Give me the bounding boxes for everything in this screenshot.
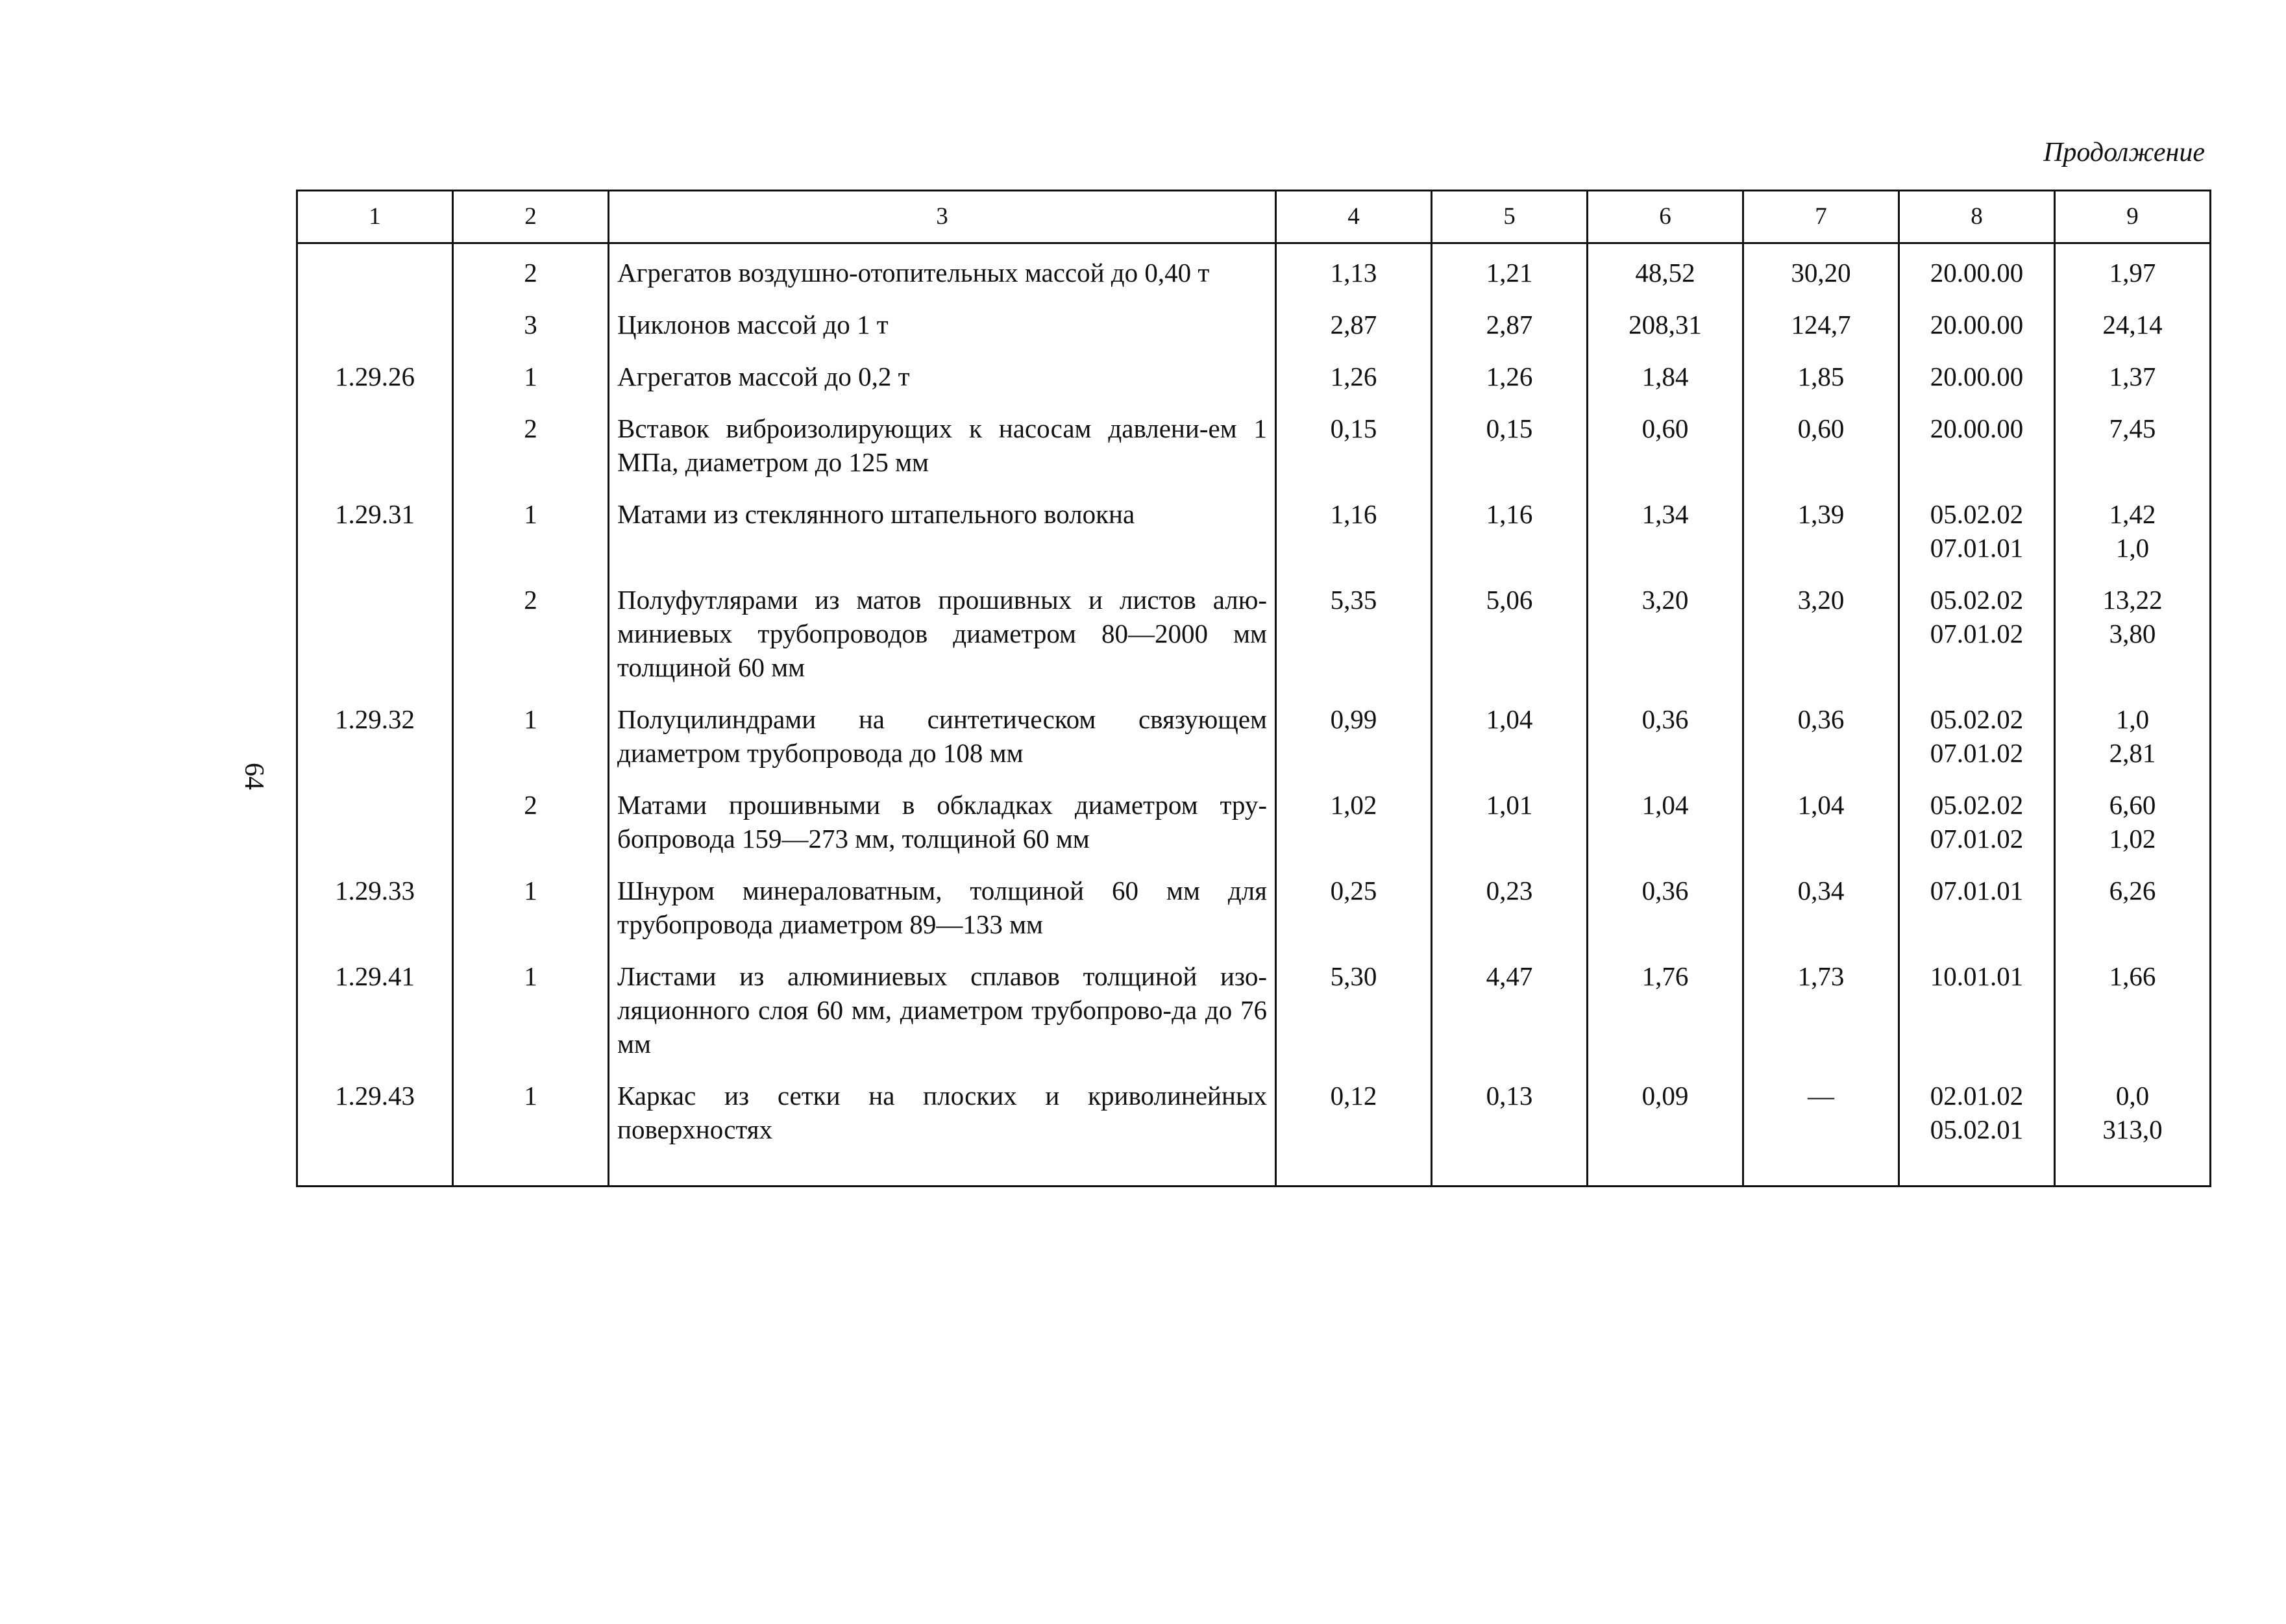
table-row <box>297 400 2211 486</box>
cell-line: 20.00.00 <box>1930 362 2024 391</box>
row-number: 1 <box>453 348 609 400</box>
cell-line: 6,26 <box>2109 876 2156 905</box>
value-col-8 <box>1899 776 2055 862</box>
value-col-5: 1,16 <box>1432 486 1588 571</box>
value-col-7: 0,34 <box>1743 862 1899 948</box>
table-row <box>297 243 2211 297</box>
value-col-4: 1,02 <box>1276 776 1432 862</box>
value-col-4: 0,15 <box>1276 400 1432 486</box>
value-col-4: 0,12 <box>1276 1067 1432 1187</box>
value-col-5: 1,01 <box>1432 776 1588 862</box>
value-col-8 <box>1899 1067 2055 1187</box>
row-name: Агрегатов воздушно-отопительных массой до 0,40 т <box>609 243 1276 297</box>
cell-line: 1,37 <box>2109 362 2156 391</box>
value-col-8 <box>1899 296 2055 348</box>
cell-line: 05.02.02 <box>1930 790 2024 820</box>
row-code: 1.29.33 <box>297 862 453 948</box>
value-col-4: 0,25 <box>1276 862 1432 948</box>
row-number: 2 <box>453 243 609 297</box>
row-code: 1.29.41 <box>297 948 453 1067</box>
cell-line: 05.02.02 <box>1930 585 2024 615</box>
row-name: Матами прошивными в обкладках диаметром тру-бопровода 159—273 мм, толщиной 60 мм <box>609 776 1276 862</box>
row-code <box>297 243 453 297</box>
cell-line: 20.00.00 <box>1930 310 2024 339</box>
cell-line: 1,42 <box>2109 499 2156 529</box>
value-col-9 <box>2055 691 2211 776</box>
value-col-8 <box>1899 348 2055 400</box>
value-col-4: 0,99 <box>1276 691 1432 776</box>
column-header: 4 <box>1276 191 1432 243</box>
value-col-4: 1,26 <box>1276 348 1432 400</box>
cell-line: 1,0 <box>2115 533 2150 563</box>
cell-line: 05.02.02 <box>1930 704 2024 734</box>
value-col-7: 1,73 <box>1743 948 1899 1067</box>
row-number: 1 <box>453 862 609 948</box>
value-col-9 <box>2055 400 2211 486</box>
table-row <box>297 776 2211 862</box>
cell-line: 1,66 <box>2109 961 2156 991</box>
cell-line: 07.01.02 <box>1930 824 2024 854</box>
row-name: Полуфутлярами из матов прошивных и листов алю-миниевых трубопроводов диаметром 80—2000 мм толщиной 60 мм <box>609 571 1276 691</box>
column-header: 7 <box>1743 191 1899 243</box>
value-col-5: 0,15 <box>1432 400 1588 486</box>
column-header: 9 <box>2055 191 2211 243</box>
cell-line: 1,02 <box>2109 824 2156 854</box>
table-row <box>297 571 2211 691</box>
value-col-8 <box>1899 400 2055 486</box>
row-code: 1.29.31 <box>297 486 453 571</box>
row-number: 2 <box>453 400 609 486</box>
value-col-5: 4,47 <box>1432 948 1588 1067</box>
value-col-8 <box>1899 486 2055 571</box>
value-col-5: 2,87 <box>1432 296 1588 348</box>
table-row <box>297 948 2211 1067</box>
value-col-7: 1,85 <box>1743 348 1899 400</box>
value-col-5: 5,06 <box>1432 571 1588 691</box>
value-col-9 <box>2055 571 2211 691</box>
row-code: 1.29.32 <box>297 691 453 776</box>
row-name: Агрегатов массой до 0,2 т <box>609 348 1276 400</box>
value-col-9 <box>2055 486 2211 571</box>
value-col-6: 1,04 <box>1588 776 1743 862</box>
table-row <box>297 486 2211 571</box>
cell-line: 6,60 <box>2109 790 2156 820</box>
value-col-4: 1,16 <box>1276 486 1432 571</box>
data-table <box>296 190 2211 1187</box>
table-row <box>297 862 2211 948</box>
value-col-4: 2,87 <box>1276 296 1432 348</box>
value-col-9 <box>2055 296 2211 348</box>
row-code <box>297 296 453 348</box>
value-col-7: 1,04 <box>1743 776 1899 862</box>
value-col-7: 0,36 <box>1743 691 1899 776</box>
cell-line: 07.01.02 <box>1930 738 2024 768</box>
value-col-6: 3,20 <box>1588 571 1743 691</box>
value-col-8 <box>1899 243 2055 297</box>
row-name: Листами из алюминиевых сплавов толщиной изо-ляционного слоя 60 мм, диаметром трубопрово-да до 76 мм <box>609 948 1276 1067</box>
table-body <box>297 243 2211 1187</box>
row-code: 1.29.26 <box>297 348 453 400</box>
cell-line: 07.01.01 <box>1930 876 2024 905</box>
cell-line: 313,0 <box>2102 1114 2163 1144</box>
row-code <box>297 776 453 862</box>
cell-line: 20.00.00 <box>1930 258 2024 288</box>
row-name: Полуцилиндрами на синтетическом связующем диаметром трубопровода до 108 мм <box>609 691 1276 776</box>
row-name: Каркас из сетки на плоских и криволинейных поверхностях <box>609 1067 1276 1187</box>
value-col-5: 0,23 <box>1432 862 1588 948</box>
cell-line: 05.02.02 <box>1930 499 2024 529</box>
cell-line: 10.01.01 <box>1930 961 2024 991</box>
row-name: Матами из стеклянного штапельного волокна <box>609 486 1276 571</box>
value-col-7: 3,20 <box>1743 571 1899 691</box>
value-col-9 <box>2055 348 2211 400</box>
cell-line: 1,0 <box>2115 704 2150 734</box>
row-name: Циклонов массой до 1 т <box>609 296 1276 348</box>
table-header-row <box>297 191 2211 243</box>
column-header: 1 <box>297 191 453 243</box>
row-code <box>297 571 453 691</box>
column-header: 5 <box>1432 191 1588 243</box>
value-col-7: — <box>1743 1067 1899 1187</box>
row-number: 2 <box>453 776 609 862</box>
value-col-5: 0,13 <box>1432 1067 1588 1187</box>
table-row <box>297 348 2211 400</box>
cell-line: 20.00.00 <box>1930 413 2024 443</box>
value-col-6: 1,84 <box>1588 348 1743 400</box>
cell-line: 0,0 <box>2115 1081 2150 1111</box>
value-col-7: 1,39 <box>1743 486 1899 571</box>
cell-line: 07.01.02 <box>1930 619 2024 648</box>
row-number: 2 <box>453 571 609 691</box>
row-number: 1 <box>453 486 609 571</box>
value-col-4: 5,35 <box>1276 571 1432 691</box>
value-col-5: 1,26 <box>1432 348 1588 400</box>
cell-line: 3,80 <box>2109 619 2156 648</box>
value-col-4: 1,13 <box>1276 243 1432 297</box>
row-number: 1 <box>453 948 609 1067</box>
value-col-6: 0,60 <box>1588 400 1743 486</box>
value-col-7: 0,60 <box>1743 400 1899 486</box>
value-col-6: 0,36 <box>1588 691 1743 776</box>
row-number: 1 <box>453 1067 609 1187</box>
row-name: Шнуром минераловатным, толщиной 60 мм для трубопровода диаметром 89—133 мм <box>609 862 1276 948</box>
table-row <box>297 296 2211 348</box>
value-col-4: 5,30 <box>1276 948 1432 1067</box>
value-col-5: 1,21 <box>1432 243 1588 297</box>
value-col-8 <box>1899 948 2055 1067</box>
value-col-6: 1,34 <box>1588 486 1743 571</box>
value-col-9 <box>2055 1067 2211 1187</box>
cell-line: 24,14 <box>2102 310 2163 339</box>
value-col-7: 30,20 <box>1743 243 1899 297</box>
value-col-6: 1,76 <box>1588 948 1743 1067</box>
row-number: 3 <box>453 296 609 348</box>
continuation-label: Продолжение <box>2043 138 2205 167</box>
column-header: 8 <box>1899 191 2055 243</box>
value-col-8 <box>1899 691 2055 776</box>
value-col-8 <box>1899 571 2055 691</box>
value-col-6: 0,36 <box>1588 862 1743 948</box>
cell-line: 7,45 <box>2109 413 2156 443</box>
cell-line: 02.01.02 <box>1930 1081 2024 1111</box>
column-header: 6 <box>1588 191 1743 243</box>
row-number: 1 <box>453 691 609 776</box>
column-header: 2 <box>453 191 609 243</box>
value-col-9 <box>2055 776 2211 862</box>
value-col-9 <box>2055 243 2211 297</box>
column-header: 3 <box>609 191 1276 243</box>
row-name: Вставок виброизолирующих к насосам давлени-ем 1 МПа, диаметром до 125 мм <box>609 400 1276 486</box>
value-col-6: 0,09 <box>1588 1067 1743 1187</box>
value-col-6: 208,31 <box>1588 296 1743 348</box>
row-code <box>297 400 453 486</box>
value-col-9 <box>2055 948 2211 1067</box>
cell-line: 07.01.01 <box>1930 533 2024 563</box>
cell-line: 2,81 <box>2109 738 2156 768</box>
cell-line: 05.02.01 <box>1930 1114 2024 1144</box>
value-col-8 <box>1899 862 2055 948</box>
table-row <box>297 691 2211 776</box>
page-number: 64 <box>239 763 269 790</box>
cell-line: 1,97 <box>2109 258 2156 288</box>
cell-line: 13,22 <box>2102 585 2163 615</box>
table-row <box>297 1067 2211 1187</box>
value-col-6: 48,52 <box>1588 243 1743 297</box>
value-col-5: 1,04 <box>1432 691 1588 776</box>
value-col-9 <box>2055 862 2211 948</box>
row-code: 1.29.43 <box>297 1067 453 1187</box>
value-col-7: 124,7 <box>1743 296 1899 348</box>
